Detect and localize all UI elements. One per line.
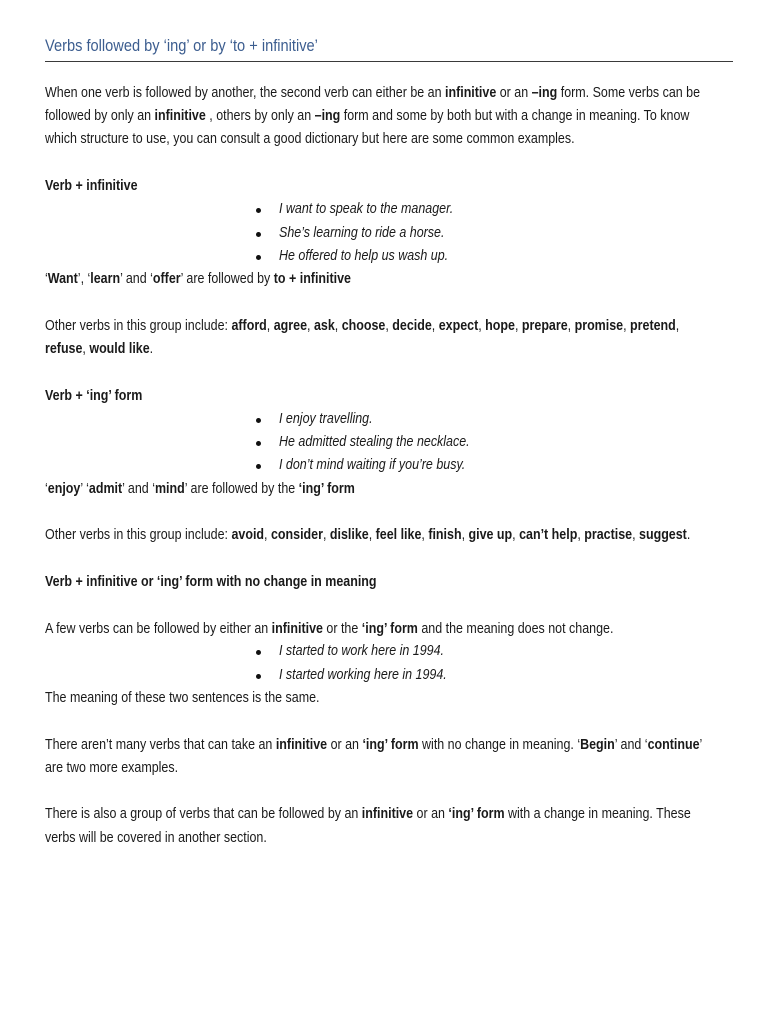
- same-meaning-text: The meaning of these two sentences is the same.: [45, 690, 320, 706]
- ing-form-note: ‘enjoy’ ‘admit’ and ‘mind’ are followed by the ‘ing’ form: [45, 481, 355, 497]
- change-in-meaning-line-2: verbs will be covered in another section.: [45, 830, 267, 846]
- bullet: [256, 255, 261, 260]
- bullet: [256, 464, 261, 469]
- infinitive-verbs-line-1: Other verbs in this group include: afford, agree, ask, choose, decide, expect, hope, prepare, promise, pretend,: [45, 318, 680, 334]
- intro-line-3: which structure to use, you can consult a good dictionary but here are some common examples.: [45, 131, 575, 147]
- no-change-intro: A few verbs can be followed by either an infinitive or the ‘ing’ form and the meaning does not change.: [45, 621, 614, 637]
- ing-form-verbs: Other verbs in this group include: avoid, consider, dislike, feel like, finish, give up, can’t help, practise, suggest.: [45, 527, 691, 543]
- change-in-meaning-line-1: There is also a group of verbs that can be followed by an infinitive or an ‘ing’ form with a change in meaning. These: [45, 806, 691, 822]
- example-sentence: I want to speak to the manager.: [279, 201, 454, 217]
- section-heading-ing-form: Verb + ‘ing’ form: [45, 388, 143, 404]
- infinitive-verbs-line-2: refuse, would like.: [45, 341, 154, 357]
- example-sentence: She’s learning to ride a horse.: [279, 225, 445, 241]
- example-sentence: He admitted stealing the necklace.: [279, 434, 470, 450]
- bullet: [256, 418, 261, 423]
- bullet: [256, 208, 261, 213]
- example-sentence: He offered to help us wash up.: [279, 248, 449, 264]
- bullet: [256, 441, 261, 446]
- more-examples-line-2: are two more examples.: [45, 760, 179, 776]
- bullet: [256, 674, 261, 679]
- example-sentence: I don’t mind waiting if you’re busy.: [279, 457, 466, 473]
- title-divider: [45, 61, 733, 62]
- more-examples-line-1: There aren’t many verbs that can take an infinitive or an ‘ing’ form with no change in meaning. ‘Begin’ and ‘continue’: [45, 737, 703, 753]
- intro-line-1: When one verb is followed by another, the second verb can either be an infinitive or an –ing form. Some verbs can be: [45, 85, 701, 101]
- example-sentence: I started working here in 1994.: [279, 667, 447, 683]
- bullet: [256, 650, 261, 655]
- bullet: [256, 232, 261, 237]
- example-sentence: I started to work here in 1994.: [279, 643, 444, 659]
- section-heading-no-change: Verb + infinitive or ‘ing’ form with no change in meaning: [45, 574, 377, 590]
- example-sentence: I enjoy travelling.: [279, 411, 373, 427]
- intro-line-2: followed by only an infinitive , others by only an –ing form and some by both but with a change in meaning. To know: [45, 108, 690, 124]
- page-title: Verbs followed by ‘ing’ or by ‘to + infinitive’: [45, 36, 318, 55]
- section-heading-infinitive: Verb + infinitive: [45, 178, 138, 194]
- infinitive-note: ‘Want’, ‘learn’ and ‘offer’ are followed by to + infinitive: [45, 271, 351, 287]
